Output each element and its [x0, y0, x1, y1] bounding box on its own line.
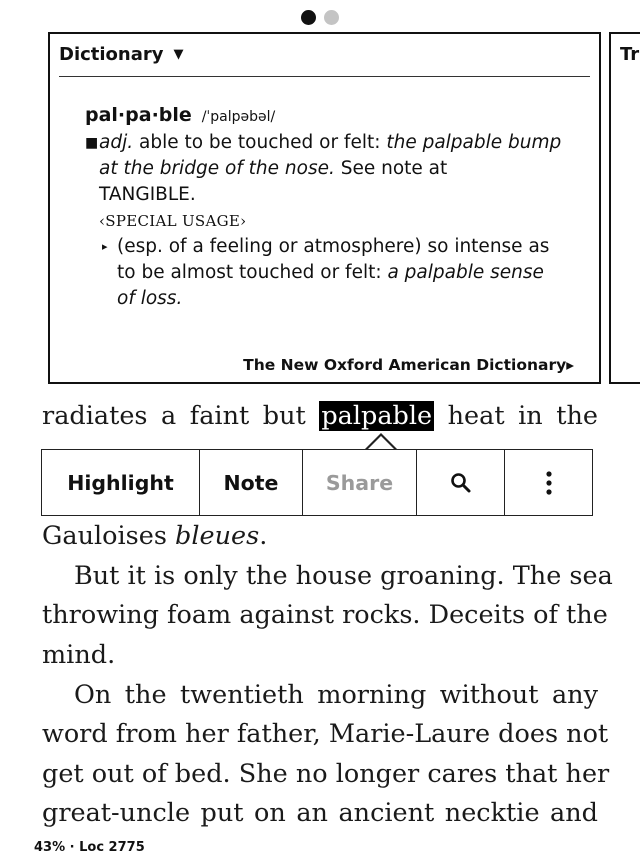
cross-reference: TANGIBLE.: [99, 184, 196, 205]
arrow-right-icon: ▸: [566, 356, 574, 374]
caret-down-icon: ▼: [173, 47, 184, 62]
book-line: mind.: [42, 640, 116, 670]
sub-sense: ▸ (esp. of a feeling or atmosphere) so intense as to be almost touched or felt: a palpable sense of loss.: [102, 236, 550, 309]
page-indicator: [0, 10, 640, 25]
book-line: great-uncle put on an ancient necktie and: [42, 798, 598, 828]
triangle-bullet-icon: ▸: [102, 240, 108, 253]
selected-word[interactable]: palpable: [321, 401, 433, 431]
square-bullet-icon: ■: [85, 135, 99, 151]
translation-card-peek[interactable]: [609, 32, 640, 384]
book-line: On the twentieth morning without any: [74, 680, 598, 710]
definition: [85, 102, 565, 312]
book-line: But it is only the house groaning. The sea: [74, 561, 613, 591]
more-vertical-icon: [545, 470, 553, 496]
part-of-speech: adj.: [99, 132, 134, 153]
example: the palpable bump at the bridge of the nose.: [99, 132, 562, 179]
divider: [59, 76, 590, 77]
pronunciation: /ˈpalpəbəl/: [201, 109, 276, 125]
book-line: get out of bed. She no longer cares that her: [42, 759, 610, 789]
book-line: Gauloises bleues.: [42, 521, 268, 551]
note-button[interactable]: Note: [200, 450, 303, 515]
search-icon: [449, 471, 473, 495]
highlight-button[interactable]: Highlight: [42, 450, 200, 515]
book-line: throwing foam against rocks. Deceits of the: [42, 600, 608, 630]
example: a palpable sense of loss.: [117, 262, 544, 309]
usage-label: ‹SPECIAL USAGE›: [99, 212, 247, 230]
sense-1: ■ adj. able to be touched or felt: the palpable bump at the bridge of the nose. See note at TANGIBLE.: [85, 132, 562, 205]
headword-line: [85, 102, 565, 130]
book-line: word from her father, Marie-Laure does not: [42, 719, 609, 749]
page-dot-1[interactable]: [301, 10, 316, 25]
headword: pal·pa·ble: [85, 104, 192, 126]
page-dot-2[interactable]: [324, 10, 339, 25]
dictionary-selector[interactable]: [59, 44, 184, 65]
more-options-button[interactable]: [505, 450, 592, 515]
dictionary-title: Dictionary: [59, 44, 164, 65]
dictionary-source-link[interactable]: The New Oxford American Dictionary▸: [243, 356, 574, 374]
dictionary-card[interactable]: [48, 32, 601, 384]
share-button[interactable]: Share: [303, 450, 417, 515]
reading-progress: 43% · Loc 2775: [34, 840, 145, 855]
card-title: Tr: [620, 44, 640, 65]
selection-toolbar: [41, 449, 593, 516]
search-button[interactable]: [417, 450, 505, 515]
book-line: radiates a faint but palpable heat in the: [42, 401, 599, 431]
